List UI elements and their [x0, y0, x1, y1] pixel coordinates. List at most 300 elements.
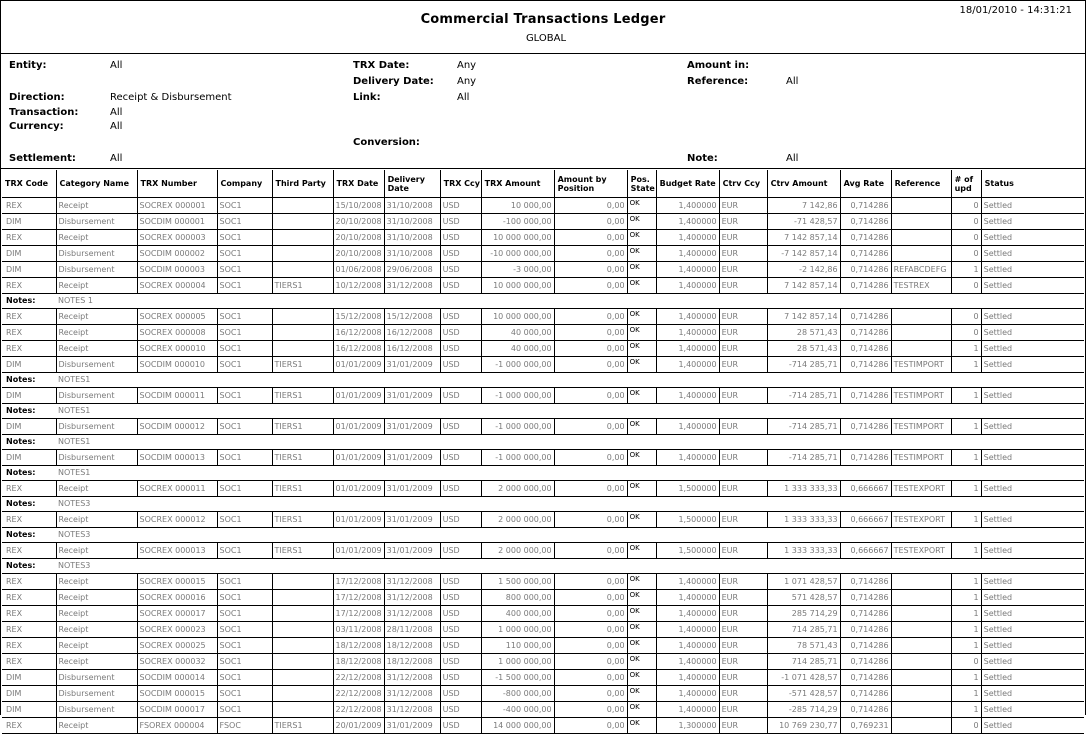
cell-trx-code: REX	[2, 198, 56, 214]
cell-category-name: Receipt	[56, 606, 137, 622]
cell-status: Settled	[981, 450, 1084, 466]
filter-link-value: All	[457, 92, 470, 103]
cell-trx-date: 17/12/2008	[333, 606, 384, 622]
column-header-trx-ccy: TRX Ccy	[440, 170, 481, 198]
table-row	[2, 214, 1084, 230]
table-row	[2, 388, 1084, 404]
cell-status: Settled	[981, 606, 1084, 622]
cell-trx-ccy: USD	[440, 543, 481, 559]
notes-value: NOTES3	[56, 528, 1084, 543]
cell-third-party: TIERS1	[272, 388, 333, 404]
cell-avg-rate: 0,714286	[840, 230, 891, 246]
column-header-third-party: Third Party	[272, 170, 333, 198]
cell-status: Settled	[981, 341, 1084, 357]
cell-trx-date: 20/10/2008	[333, 230, 384, 246]
cell-budget-rate: 1,400000	[656, 309, 719, 325]
filter-settlement-label: Settlement:	[9, 153, 76, 164]
cell-category-name: Receipt	[56, 230, 137, 246]
cell-delivery-date: 31/12/2008	[384, 590, 440, 606]
cell-category-name: Disbursement	[56, 670, 137, 686]
cell-reference	[891, 246, 951, 262]
cell-reference: REFABCDEFG	[891, 262, 951, 278]
cell-category-name: Receipt	[56, 543, 137, 559]
cell-company: SOC1	[217, 262, 272, 278]
notes-label: Notes:	[2, 466, 56, 481]
cell-budget-rate: 1,400000	[656, 590, 719, 606]
cell-trx-amount: 400 000,00	[481, 606, 554, 622]
column-header-trx-number: TRX Number	[137, 170, 217, 198]
filter-note-label: Note:	[687, 153, 718, 164]
table-row	[2, 702, 1084, 718]
column-header-reference: Reference	[891, 170, 951, 198]
cell-trx-code: DIM	[2, 214, 56, 230]
table-row	[2, 419, 1084, 435]
cell-avg-rate: 0,666667	[840, 481, 891, 497]
cell-ctrv-amount: 1 333 333,33	[767, 481, 840, 497]
column-header-company: Company	[217, 170, 272, 198]
table-row	[2, 622, 1084, 638]
cell-trx-ccy: USD	[440, 246, 481, 262]
cell-ctrv-amount: -571 428,57	[767, 686, 840, 702]
cell-trx-amount: -100 000,00	[481, 214, 554, 230]
column-header-avg-rate: Avg Rate	[840, 170, 891, 198]
filter-settlement-value: All	[110, 153, 123, 164]
cell-trx-amount: 40 000,00	[481, 341, 554, 357]
cell-pos-state: OK	[627, 590, 656, 606]
cell-pos-state: OK	[627, 450, 656, 466]
table-row	[2, 198, 1084, 214]
cell-budget-rate: 1,400000	[656, 574, 719, 590]
cell-amount-by-position: 0,00	[554, 590, 627, 606]
cell-reference	[891, 341, 951, 357]
cell-ctrv-ccy: EUR	[719, 450, 767, 466]
cell-trx-number: SOCDIM 000003	[137, 262, 217, 278]
cell-trx-number: SOCDIM 000015	[137, 686, 217, 702]
cell-pos-state: OK	[627, 654, 656, 670]
cell-company: SOC1	[217, 686, 272, 702]
cell-trx-code: REX	[2, 718, 56, 734]
table-row	[2, 718, 1084, 734]
cell-budget-rate: 1,400000	[656, 325, 719, 341]
cell-avg-rate: 0,714286	[840, 622, 891, 638]
cell-ctrv-ccy: EUR	[719, 419, 767, 435]
cell-upd-count: 1	[951, 262, 981, 278]
cell-trx-number: SOCREX 000013	[137, 543, 217, 559]
cell-amount-by-position: 0,00	[554, 718, 627, 734]
cell-third-party	[272, 670, 333, 686]
cell-reference: TESTREX	[891, 278, 951, 294]
table-body	[2, 198, 1084, 734]
cell-status: Settled	[981, 702, 1084, 718]
cell-delivery-date: 28/11/2008	[384, 622, 440, 638]
cell-trx-code: DIM	[2, 670, 56, 686]
cell-trx-code: DIM	[2, 686, 56, 702]
cell-trx-ccy: USD	[440, 325, 481, 341]
filter-currency-label: Currency:	[9, 121, 64, 132]
cell-reference	[891, 654, 951, 670]
cell-ctrv-amount: 714 285,71	[767, 622, 840, 638]
notes-value: NOTES3	[56, 497, 1084, 512]
cell-trx-number: SOCDIM 000011	[137, 388, 217, 404]
cell-ctrv-amount: -7 142 857,14	[767, 246, 840, 262]
cell-category-name: Disbursement	[56, 214, 137, 230]
cell-ctrv-amount: 7 142,86	[767, 198, 840, 214]
cell-budget-rate: 1,400000	[656, 388, 719, 404]
cell-ctrv-ccy: EUR	[719, 278, 767, 294]
column-header-ctrv-amount: Ctrv Amount	[767, 170, 840, 198]
cell-pos-state: OK	[627, 214, 656, 230]
cell-trx-code: REX	[2, 654, 56, 670]
cell-ctrv-amount: -714 285,71	[767, 357, 840, 373]
cell-trx-date: 01/01/2009	[333, 419, 384, 435]
cell-trx-number: SOCDIM 000014	[137, 670, 217, 686]
cell-reference: TESTIMPORT	[891, 388, 951, 404]
notes-row	[2, 528, 1084, 543]
cell-trx-number: SOCREX 000008	[137, 325, 217, 341]
cell-pos-state: OK	[627, 606, 656, 622]
table-row	[2, 670, 1084, 686]
cell-category-name: Disbursement	[56, 419, 137, 435]
cell-trx-date: 01/01/2009	[333, 543, 384, 559]
cell-upd-count: 0	[951, 214, 981, 230]
notes-row	[2, 435, 1084, 450]
cell-trx-number: SOCREX 000015	[137, 574, 217, 590]
cell-amount-by-position: 0,00	[554, 230, 627, 246]
cell-ctrv-amount: 285 714,29	[767, 606, 840, 622]
cell-ctrv-ccy: EUR	[719, 325, 767, 341]
cell-delivery-date: 29/06/2008	[384, 262, 440, 278]
cell-trx-ccy: USD	[440, 419, 481, 435]
cell-category-name: Disbursement	[56, 686, 137, 702]
cell-trx-date: 10/12/2008	[333, 278, 384, 294]
cell-status: Settled	[981, 325, 1084, 341]
table-row	[2, 543, 1084, 559]
cell-upd-count: 1	[951, 686, 981, 702]
filter-entity-label: Entity:	[9, 60, 47, 71]
cell-amount-by-position: 0,00	[554, 654, 627, 670]
notes-row	[2, 404, 1084, 419]
cell-company: SOC1	[217, 214, 272, 230]
cell-status: Settled	[981, 686, 1084, 702]
cell-category-name: Receipt	[56, 481, 137, 497]
cell-budget-rate: 1,400000	[656, 606, 719, 622]
cell-upd-count: 0	[951, 654, 981, 670]
table-row	[2, 606, 1084, 622]
cell-ctrv-ccy: EUR	[719, 686, 767, 702]
cell-third-party	[272, 638, 333, 654]
table-row	[2, 512, 1084, 528]
column-header-pos-state: Pos. State	[627, 170, 656, 198]
cell-company: SOC1	[217, 230, 272, 246]
column-header-ctrv-ccy: Ctrv Ccy	[719, 170, 767, 198]
report-subtitle: GLOBAL	[525, 33, 567, 44]
cell-trx-number: SOCDIM 000002	[137, 246, 217, 262]
cell-pos-state: OK	[627, 325, 656, 341]
cell-pos-state: OK	[627, 341, 656, 357]
cell-reference	[891, 325, 951, 341]
cell-trx-ccy: USD	[440, 341, 481, 357]
cell-trx-date: 18/12/2008	[333, 654, 384, 670]
cell-amount-by-position: 0,00	[554, 357, 627, 373]
cell-amount-by-position: 0,00	[554, 309, 627, 325]
filter-direction-label: Direction:	[9, 92, 65, 103]
cell-company: SOC1	[217, 590, 272, 606]
notes-value: NOTES1	[56, 373, 1084, 388]
cell-trx-number: SOCREX 000010	[137, 341, 217, 357]
cell-upd-count: 1	[951, 450, 981, 466]
cell-status: Settled	[981, 638, 1084, 654]
cell-ctrv-amount: 28 571,43	[767, 341, 840, 357]
cell-delivery-date: 31/12/2008	[384, 574, 440, 590]
cell-reference: TESTIMPORT	[891, 450, 951, 466]
cell-category-name: Disbursement	[56, 357, 137, 373]
filter-summary	[0, 54, 1086, 169]
cell-ctrv-ccy: EUR	[719, 341, 767, 357]
table-row	[2, 357, 1084, 373]
cell-status: Settled	[981, 718, 1084, 734]
cell-budget-rate: 1,400000	[656, 214, 719, 230]
cell-status: Settled	[981, 198, 1084, 214]
cell-trx-amount: 2 000 000,00	[481, 543, 554, 559]
cell-delivery-date: 31/01/2009	[384, 512, 440, 528]
cell-budget-rate: 1,400000	[656, 686, 719, 702]
cell-reference: TESTIMPORT	[891, 357, 951, 373]
cell-ctrv-amount: 1 333 333,33	[767, 543, 840, 559]
cell-trx-number: SOCREX 000012	[137, 512, 217, 528]
filter-reference-label: Reference:	[687, 76, 749, 87]
cell-delivery-date: 31/12/2008	[384, 278, 440, 294]
cell-trx-amount: -400 000,00	[481, 702, 554, 718]
cell-category-name: Receipt	[56, 198, 137, 214]
cell-reference: TESTEXPORT	[891, 543, 951, 559]
cell-delivery-date: 31/01/2009	[384, 388, 440, 404]
cell-status: Settled	[981, 543, 1084, 559]
cell-trx-code: DIM	[2, 357, 56, 373]
cell-avg-rate: 0,714286	[840, 309, 891, 325]
cell-upd-count: 1	[951, 638, 981, 654]
cell-trx-number: SOCREX 000004	[137, 278, 217, 294]
cell-trx-number: SOCDIM 000012	[137, 419, 217, 435]
cell-trx-date: 22/12/2008	[333, 702, 384, 718]
cell-company: SOC1	[217, 357, 272, 373]
cell-trx-code: DIM	[2, 450, 56, 466]
cell-trx-code: DIM	[2, 388, 56, 404]
cell-upd-count: 0	[951, 325, 981, 341]
cell-third-party: TIERS1	[272, 512, 333, 528]
cell-amount-by-position: 0,00	[554, 606, 627, 622]
cell-trx-number: SOCREX 000025	[137, 638, 217, 654]
cell-third-party	[272, 230, 333, 246]
cell-amount-by-position: 0,00	[554, 543, 627, 559]
cell-trx-ccy: USD	[440, 357, 481, 373]
cell-category-name: Receipt	[56, 718, 137, 734]
report-title: Commercial Transactions Ledger	[420, 12, 666, 27]
filter-currency-value: All	[110, 121, 123, 132]
cell-upd-count: 0	[951, 198, 981, 214]
cell-company: SOC1	[217, 388, 272, 404]
cell-trx-amount: 10 000,00	[481, 198, 554, 214]
cell-reference: TESTEXPORT	[891, 481, 951, 497]
cell-third-party: TIERS1	[272, 718, 333, 734]
cell-third-party	[272, 246, 333, 262]
cell-status: Settled	[981, 309, 1084, 325]
cell-trx-amount: 14 000 000,00	[481, 718, 554, 734]
cell-amount-by-position: 0,00	[554, 450, 627, 466]
cell-ctrv-amount: -1 071 428,57	[767, 670, 840, 686]
cell-pos-state: OK	[627, 309, 656, 325]
notes-row	[2, 373, 1084, 388]
cell-third-party: TIERS1	[272, 357, 333, 373]
cell-avg-rate: 0,666667	[840, 512, 891, 528]
cell-ctrv-ccy: EUR	[719, 230, 767, 246]
cell-avg-rate: 0,769231	[840, 718, 891, 734]
cell-pos-state: OK	[627, 512, 656, 528]
cell-amount-by-position: 0,00	[554, 622, 627, 638]
cell-budget-rate: 1,500000	[656, 512, 719, 528]
cell-category-name: Disbursement	[56, 450, 137, 466]
notes-label: Notes:	[2, 435, 56, 450]
cell-delivery-date: 31/10/2008	[384, 230, 440, 246]
table-row	[2, 590, 1084, 606]
cell-pos-state: OK	[627, 622, 656, 638]
cell-ctrv-amount: -714 285,71	[767, 450, 840, 466]
cell-reference	[891, 198, 951, 214]
cell-trx-code: REX	[2, 278, 56, 294]
cell-status: Settled	[981, 246, 1084, 262]
notes-row	[2, 466, 1084, 481]
cell-company: SOC1	[217, 638, 272, 654]
cell-delivery-date: 31/12/2008	[384, 686, 440, 702]
cell-ctrv-amount: -71 428,57	[767, 214, 840, 230]
cell-trx-code: DIM	[2, 419, 56, 435]
notes-row	[2, 497, 1084, 512]
cell-trx-code: REX	[2, 543, 56, 559]
table-row	[2, 341, 1084, 357]
cell-pos-state: OK	[627, 357, 656, 373]
cell-status: Settled	[981, 654, 1084, 670]
cell-trx-amount: 1 000 000,00	[481, 622, 554, 638]
cell-ctrv-ccy: EUR	[719, 309, 767, 325]
filter-direction-value: Receipt & Disbursement	[110, 92, 232, 103]
cell-company: SOC1	[217, 278, 272, 294]
cell-trx-code: REX	[2, 481, 56, 497]
cell-pos-state: OK	[627, 574, 656, 590]
cell-ctrv-ccy: EUR	[719, 214, 767, 230]
cell-ctrv-ccy: EUR	[719, 543, 767, 559]
cell-trx-amount: 10 000 000,00	[481, 309, 554, 325]
cell-trx-ccy: USD	[440, 638, 481, 654]
cell-pos-state: OK	[627, 278, 656, 294]
cell-trx-date: 01/01/2009	[333, 357, 384, 373]
cell-trx-ccy: USD	[440, 606, 481, 622]
cell-trx-ccy: USD	[440, 512, 481, 528]
notes-label: Notes:	[2, 373, 56, 388]
cell-status: Settled	[981, 278, 1084, 294]
cell-trx-amount: -1 000 000,00	[481, 450, 554, 466]
cell-trx-date: 22/12/2008	[333, 670, 384, 686]
cell-trx-code: REX	[2, 512, 56, 528]
table-row	[2, 246, 1084, 262]
cell-amount-by-position: 0,00	[554, 638, 627, 654]
cell-company: SOC1	[217, 309, 272, 325]
table-row	[2, 654, 1084, 670]
cell-third-party	[272, 198, 333, 214]
cell-trx-date: 01/01/2009	[333, 388, 384, 404]
cell-trx-ccy: USD	[440, 388, 481, 404]
cell-avg-rate: 0,714286	[840, 574, 891, 590]
cell-avg-rate: 0,666667	[840, 543, 891, 559]
cell-ctrv-amount: -714 285,71	[767, 419, 840, 435]
notes-label: Notes:	[2, 528, 56, 543]
cell-category-name: Receipt	[56, 622, 137, 638]
cell-delivery-date: 16/12/2008	[384, 325, 440, 341]
cell-reference: TESTEXPORT	[891, 512, 951, 528]
cell-company: SOC1	[217, 481, 272, 497]
cell-trx-code: REX	[2, 622, 56, 638]
cell-status: Settled	[981, 230, 1084, 246]
cell-delivery-date: 31/10/2008	[384, 214, 440, 230]
cell-third-party	[272, 590, 333, 606]
cell-company: SOC1	[217, 325, 272, 341]
cell-company: SOC1	[217, 702, 272, 718]
cell-pos-state: OK	[627, 419, 656, 435]
cell-delivery-date: 18/12/2008	[384, 654, 440, 670]
cell-trx-amount: -800 000,00	[481, 686, 554, 702]
cell-ctrv-amount: 1 071 428,57	[767, 574, 840, 590]
cell-budget-rate: 1,400000	[656, 246, 719, 262]
cell-trx-ccy: USD	[440, 230, 481, 246]
filter-delivery-date-label: Delivery Date:	[353, 76, 434, 87]
cell-status: Settled	[981, 262, 1084, 278]
cell-trx-number: SOCREX 000017	[137, 606, 217, 622]
cell-company: SOC1	[217, 543, 272, 559]
cell-trx-number: FSOREX 000004	[137, 718, 217, 734]
cell-category-name: Receipt	[56, 325, 137, 341]
cell-pos-state: OK	[627, 246, 656, 262]
cell-budget-rate: 1,400000	[656, 654, 719, 670]
report-timestamp: 18/01/2010 - 14:31:21	[959, 5, 1072, 16]
cell-trx-amount: 2 000 000,00	[481, 481, 554, 497]
filter-reference-value: All	[786, 76, 799, 87]
cell-third-party	[272, 214, 333, 230]
cell-trx-amount: -1 000 000,00	[481, 419, 554, 435]
cell-avg-rate: 0,714286	[840, 419, 891, 435]
cell-amount-by-position: 0,00	[554, 388, 627, 404]
cell-company: SOC1	[217, 450, 272, 466]
cell-delivery-date: 31/10/2008	[384, 198, 440, 214]
cell-status: Settled	[981, 214, 1084, 230]
cell-budget-rate: 1,400000	[656, 278, 719, 294]
cell-delivery-date: 31/01/2009	[384, 419, 440, 435]
table-row	[2, 638, 1084, 654]
cell-trx-ccy: USD	[440, 574, 481, 590]
cell-reference	[891, 638, 951, 654]
cell-ctrv-ccy: EUR	[719, 606, 767, 622]
filter-note-value: All	[786, 153, 799, 164]
cell-ctrv-amount: 7 142 857,14	[767, 278, 840, 294]
cell-status: Settled	[981, 574, 1084, 590]
cell-trx-date: 17/12/2008	[333, 590, 384, 606]
cell-ctrv-ccy: EUR	[719, 262, 767, 278]
cell-trx-code: REX	[2, 230, 56, 246]
notes-label: Notes:	[2, 497, 56, 512]
cell-third-party: TIERS1	[272, 543, 333, 559]
cell-reference	[891, 606, 951, 622]
cell-budget-rate: 1,400000	[656, 702, 719, 718]
table-row	[2, 686, 1084, 702]
cell-ctrv-ccy: EUR	[719, 512, 767, 528]
cell-trx-number: SOCDIM 000001	[137, 214, 217, 230]
